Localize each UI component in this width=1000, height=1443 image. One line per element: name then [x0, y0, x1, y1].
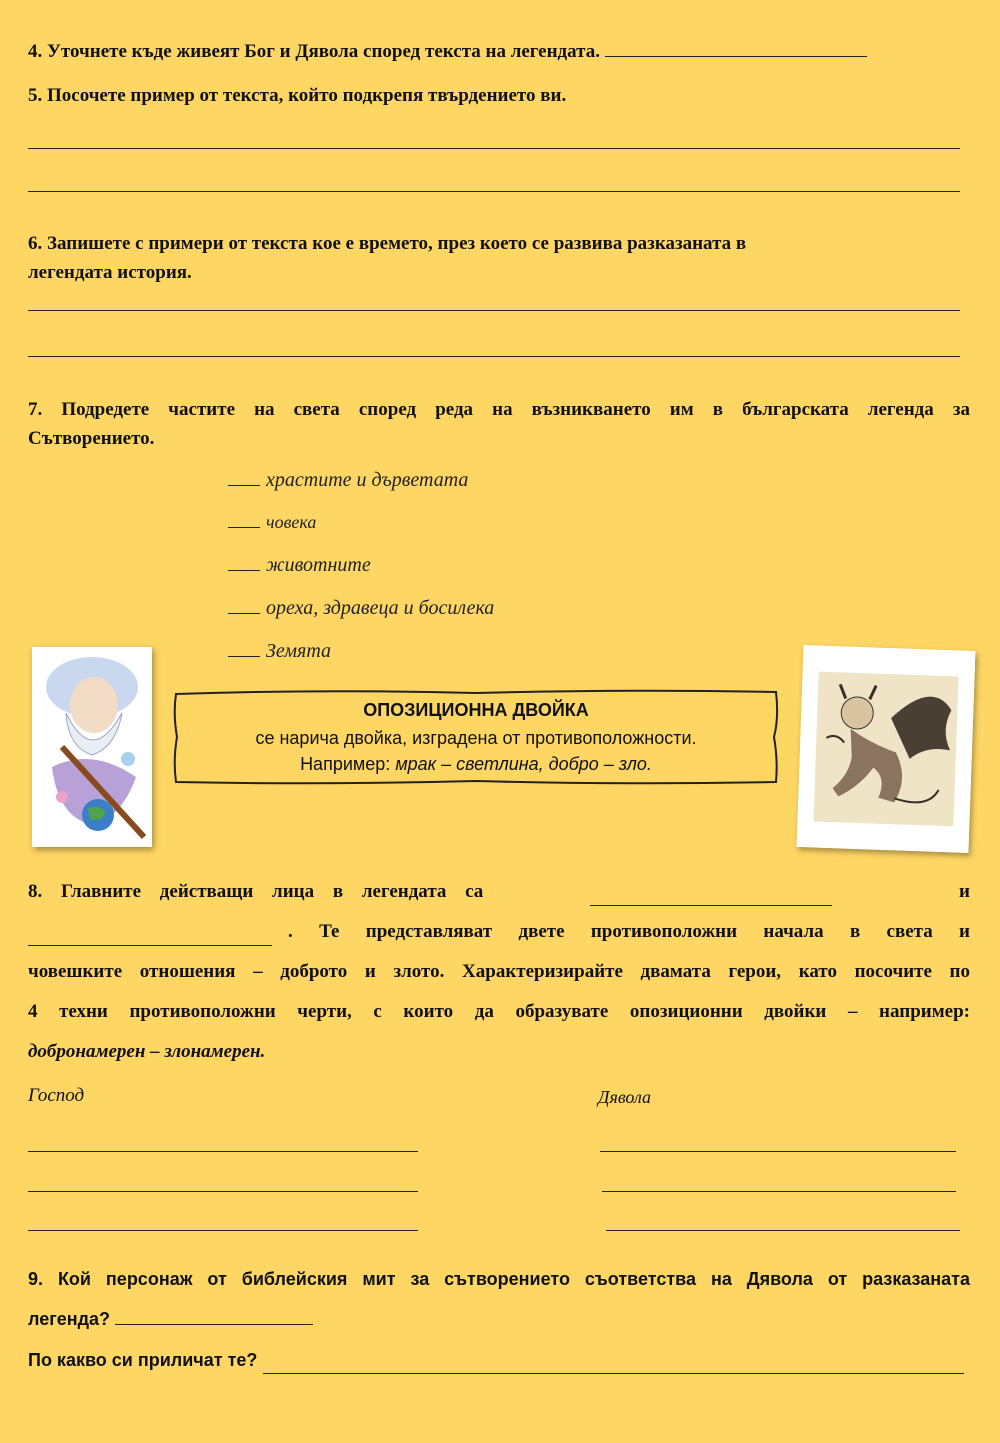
question-8-line-1: 8. Главните действащи лица в легендата са и: [28, 878, 970, 906]
question-8-line-4: 4 техни противоположни черти, с които да образувате опозиционни двойки – например:: [28, 1001, 970, 1022]
definition-title: ОПОЗИЦИОННА ДВОЙКА: [363, 700, 589, 720]
question-8-line-3: човешките отношения – доброто и злото. Характеризирайте двамата герои, като посочите по: [28, 961, 970, 982]
definition-box: [172, 688, 780, 786]
devil-illustration: [797, 645, 976, 853]
order-item: ореха, здравеца и босилека: [228, 597, 494, 620]
answer-line[interactable]: [605, 56, 867, 57]
answer-line[interactable]: [28, 1151, 418, 1152]
answer-line[interactable]: [28, 191, 960, 192]
answer-line[interactable]: [28, 356, 960, 357]
order-item: животните: [228, 554, 371, 577]
order-item: храстите и дърветата: [228, 469, 468, 492]
question-6-line-1: 6. Запишете с примери от текста кое е времето, през което се развива разказаната в: [28, 233, 747, 254]
definition-text: се нарича двойка, изградена от противоположности.: [255, 728, 697, 748]
question-9-line-3: По какво си приличат те?: [28, 1346, 970, 1374]
column-left-label: Господ: [28, 1085, 85, 1106]
answer-line[interactable]: [28, 310, 960, 311]
question-7-line-1: 7. Подредете частите на света според реда на възникването им в българската легенда за: [28, 399, 970, 420]
answer-line[interactable]: [606, 1230, 960, 1231]
answer-line[interactable]: [602, 1191, 956, 1192]
god-icon: [32, 647, 152, 847]
answer-line[interactable]: [28, 148, 960, 149]
question-4: 4. Уточнете къде живеят Бог и Дявола според текста на легендата.: [28, 38, 973, 66]
answer-blank[interactable]: [28, 918, 272, 946]
order-blank[interactable]: [228, 527, 260, 528]
order-item: Земята: [228, 640, 331, 663]
question-6-line-2: легендата история.: [28, 262, 192, 283]
order-blank[interactable]: [228, 570, 260, 571]
question-7-line-2: Сътворението.: [28, 428, 155, 449]
answer-line[interactable]: [600, 1151, 956, 1152]
devil-icon: [797, 645, 976, 853]
order-item: човека: [228, 512, 316, 533]
question-9-line-2: легенда?: [28, 1305, 313, 1333]
answer-blank[interactable]: [115, 1324, 313, 1325]
god-illustration: [32, 647, 152, 847]
question-8-example: добронамерен – злонамерен.: [28, 1041, 266, 1062]
column-right-label: Дявола: [598, 1087, 652, 1107]
answer-blank[interactable]: [590, 878, 832, 906]
question-8-line-2: . Те представляват двете противоположни начала в света и: [28, 918, 970, 946]
question-9-line-1: 9. Кой персонаж от библейския мит за сътворението съответства на Дявола от разказаната: [28, 1269, 970, 1289]
question-5: 5. Посочете пример от текста, който подкрепя твърдението ви.: [28, 85, 567, 106]
answer-line[interactable]: [28, 1230, 418, 1231]
answer-line[interactable]: [28, 1191, 418, 1192]
order-blank[interactable]: [228, 485, 260, 486]
definition-example: Например: мрак – светлина, добро – зло.: [300, 754, 652, 774]
answer-blank[interactable]: [263, 1346, 964, 1374]
order-blank[interactable]: [228, 656, 260, 657]
order-blank[interactable]: [228, 613, 260, 614]
